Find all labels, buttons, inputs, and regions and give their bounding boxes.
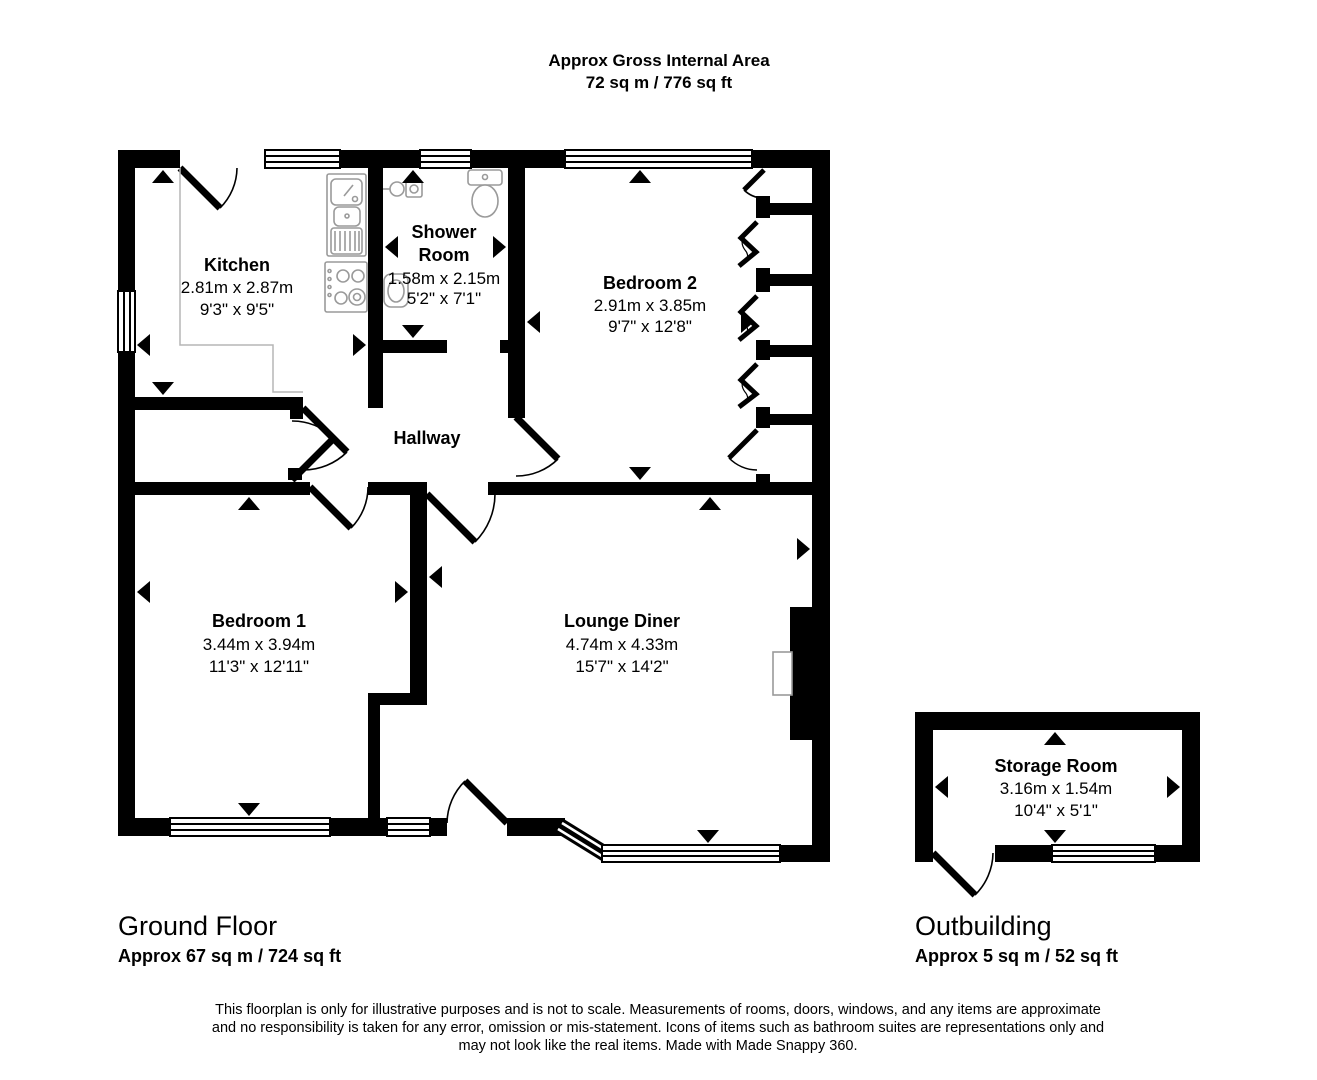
- storage-dim-imperial: 10'4" x 5'1": [1014, 801, 1098, 820]
- kitchen-room-label: Kitchen: [203, 255, 271, 275]
- arrow-up-icon: [402, 170, 424, 183]
- arrow-right-icon: [353, 334, 366, 356]
- lounge-dim-metric: 4.74m x 4.33m: [565, 635, 679, 654]
- arrow-left-icon: [137, 581, 150, 603]
- storage-dim-metric: 3.16m x 1.54m: [999, 779, 1113, 798]
- arrow-up-icon: [238, 497, 260, 510]
- bedroom1-dim-imperial: 11'3" x 12'11": [208, 657, 310, 676]
- outbuilding-area: Approx 5 sq m / 52 sq ft: [915, 946, 1119, 966]
- arrow-right-icon: [797, 538, 810, 560]
- lounge-room-label: Lounge Diner: [564, 611, 680, 631]
- kitchen-dim-imperial: 9'3" x 9'5": [199, 300, 275, 319]
- arrow-down-icon: [629, 467, 651, 480]
- gross-internal-area-title: Approx Gross Internal Area: [548, 51, 770, 70]
- arrow-up-icon: [152, 170, 174, 183]
- toilet-icon: [468, 170, 502, 217]
- arrow-right-icon: [1167, 776, 1180, 798]
- disclaimer-line-2: and no responsibility is taken for any error, omission or mis-statement. Icons of items such as bathroom suites are representations only and: [211, 1020, 1105, 1036]
- arrow-left-icon: [137, 334, 150, 356]
- bedroom2-dim-imperial: 9'7" x 12'8": [608, 317, 692, 336]
- measurement-arrows: [137, 170, 1180, 843]
- shower-dim-metric: 1.58m x 2.15m: [387, 269, 501, 288]
- arrow-left-icon: [429, 566, 442, 588]
- ground-floor-area: Approx 67 sq m / 724 sq ft: [118, 946, 342, 966]
- gross-internal-area-value: 72 sq m / 776 sq ft: [585, 73, 733, 92]
- lounge-dim-imperial: 15'7" x 14'2": [575, 657, 669, 676]
- shower-dim-imperial: 5'2" x 7'1": [406, 289, 482, 308]
- shower-head-icon: [383, 181, 422, 197]
- kitchen-dim-metric: 2.81m x 2.87m: [180, 278, 294, 297]
- outbuilding-title: Outbuilding: [915, 911, 1052, 941]
- arrow-left-icon: [385, 236, 398, 258]
- disclaimer-line-3: may not look like the real items. Made with Made Snappy 360.: [458, 1038, 858, 1054]
- arrow-down-icon: [697, 830, 719, 843]
- arrow-up-icon: [1044, 732, 1066, 745]
- arrow-right-icon: [493, 236, 506, 258]
- hallway-room-label: Hallway: [393, 428, 461, 448]
- arrow-up-icon: [699, 497, 721, 510]
- arrow-right-icon: [395, 581, 408, 603]
- shower-room-label-2: Room: [418, 245, 470, 265]
- fireplace-icon: [773, 607, 830, 740]
- labels: [118, 51, 1118, 1054]
- disclaimer-line-1: This floorplan is only for illustrative purposes and is not to scale. Measurements of rooms, doors, windows, and any items are approximate: [215, 1002, 1101, 1018]
- arrow-down-icon: [152, 382, 174, 395]
- bedroom1-room-label: Bedroom 1: [211, 611, 307, 631]
- bedroom1-dim-metric: 3.44m x 3.94m: [202, 635, 316, 654]
- arrow-left-icon: [527, 311, 540, 333]
- arrow-down-icon: [1044, 830, 1066, 843]
- arrow-down-icon: [402, 325, 424, 338]
- storage-room-label: Storage Room: [994, 756, 1118, 776]
- arrow-down-icon: [238, 803, 260, 816]
- hob-icon: [325, 262, 367, 312]
- bedroom2-room-label: Bedroom 2: [602, 273, 698, 293]
- arrow-left-icon: [935, 776, 948, 798]
- shower-room-label-1: Shower: [411, 222, 477, 242]
- bedroom2-dim-metric: 2.91m x 3.85m: [593, 296, 707, 315]
- arrow-up-icon: [629, 170, 651, 183]
- ground-floor-title: Ground Floor: [118, 911, 278, 941]
- kitchen-sink-icon: [327, 174, 366, 256]
